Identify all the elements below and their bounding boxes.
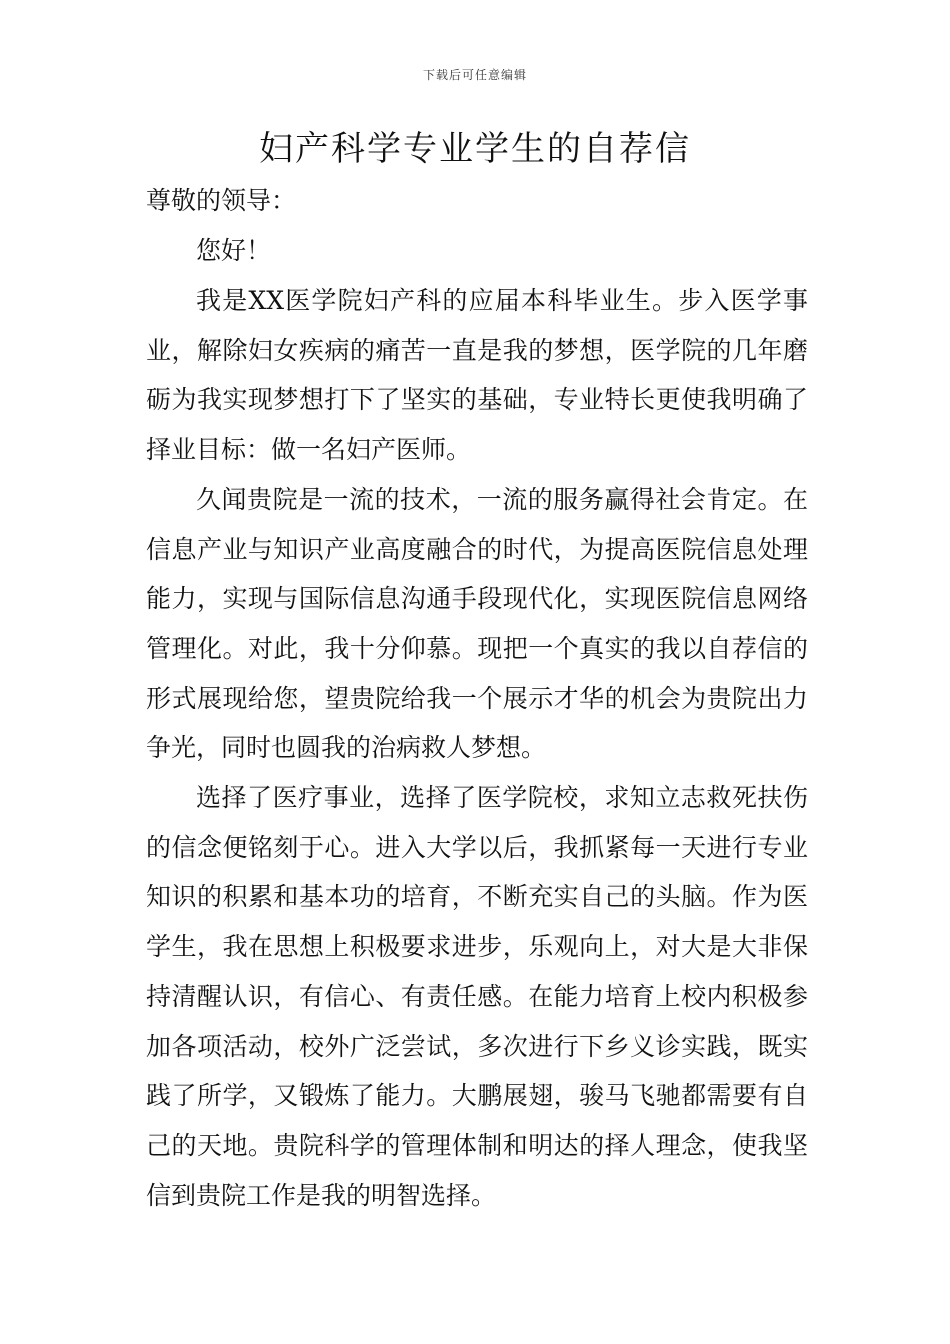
greeting: 您好！ bbox=[196, 236, 272, 265]
salutation: 尊敬的领导： bbox=[146, 186, 297, 215]
paragraph-introduction: 我是XX医学院妇产科的应届本科毕业生。步入医学事业，解除妇女疾病的痛苦一直是我的梦想，医学院的几年磨砺为我实现梦想打下了坚实的基础，专业特长更使我明确了择业目标：做一名妇产医师。 bbox=[146, 286, 808, 465]
header-note: 下载后可任意编辑 bbox=[422, 68, 527, 82]
letter-body bbox=[146, 276, 808, 1220]
paragraph-education-experience: 选择了医疗事业，选择了医学院校，求知立志救死扶伤的信念便铭刻于心。进入大学以后，我抓紧每一天进行专业知识的积累和基本功的培育，不断充实自己的头脑。作为医学生，我在思想上积极要求进步，乐观向上，对大是大非保持清醒认识，有信心、有责任感。在能力培育上校内积极参加各项活动，校外广泛尝试，多次进行下乡义诊实践，既实践了所学，又锻炼了能力。大鹏展翅，骏马飞驰都需要有自己的天地。贵院科学的管理体制和明达的择人理念，使我坚信到贵院工作是我的明智选择。 bbox=[146, 783, 808, 1210]
document-title: 妇产科学专业学生的自荐信 bbox=[259, 129, 691, 169]
paragraph-hospital-admiration: 久闻贵院是一流的技术，一流的服务赢得社会肯定。在信息产业与知识产业高度融合的时代，为提高医院信息处理能力，实现与国际信息沟通手段现代化，实现医院信息网络管理化。对此，我十分仰慕。现把一个真实的我以自荐信的形式展现给您，望贵院给我一个展示才华的机会为贵院出力争光，同时也圆我的治病救人梦想。 bbox=[146, 484, 808, 763]
